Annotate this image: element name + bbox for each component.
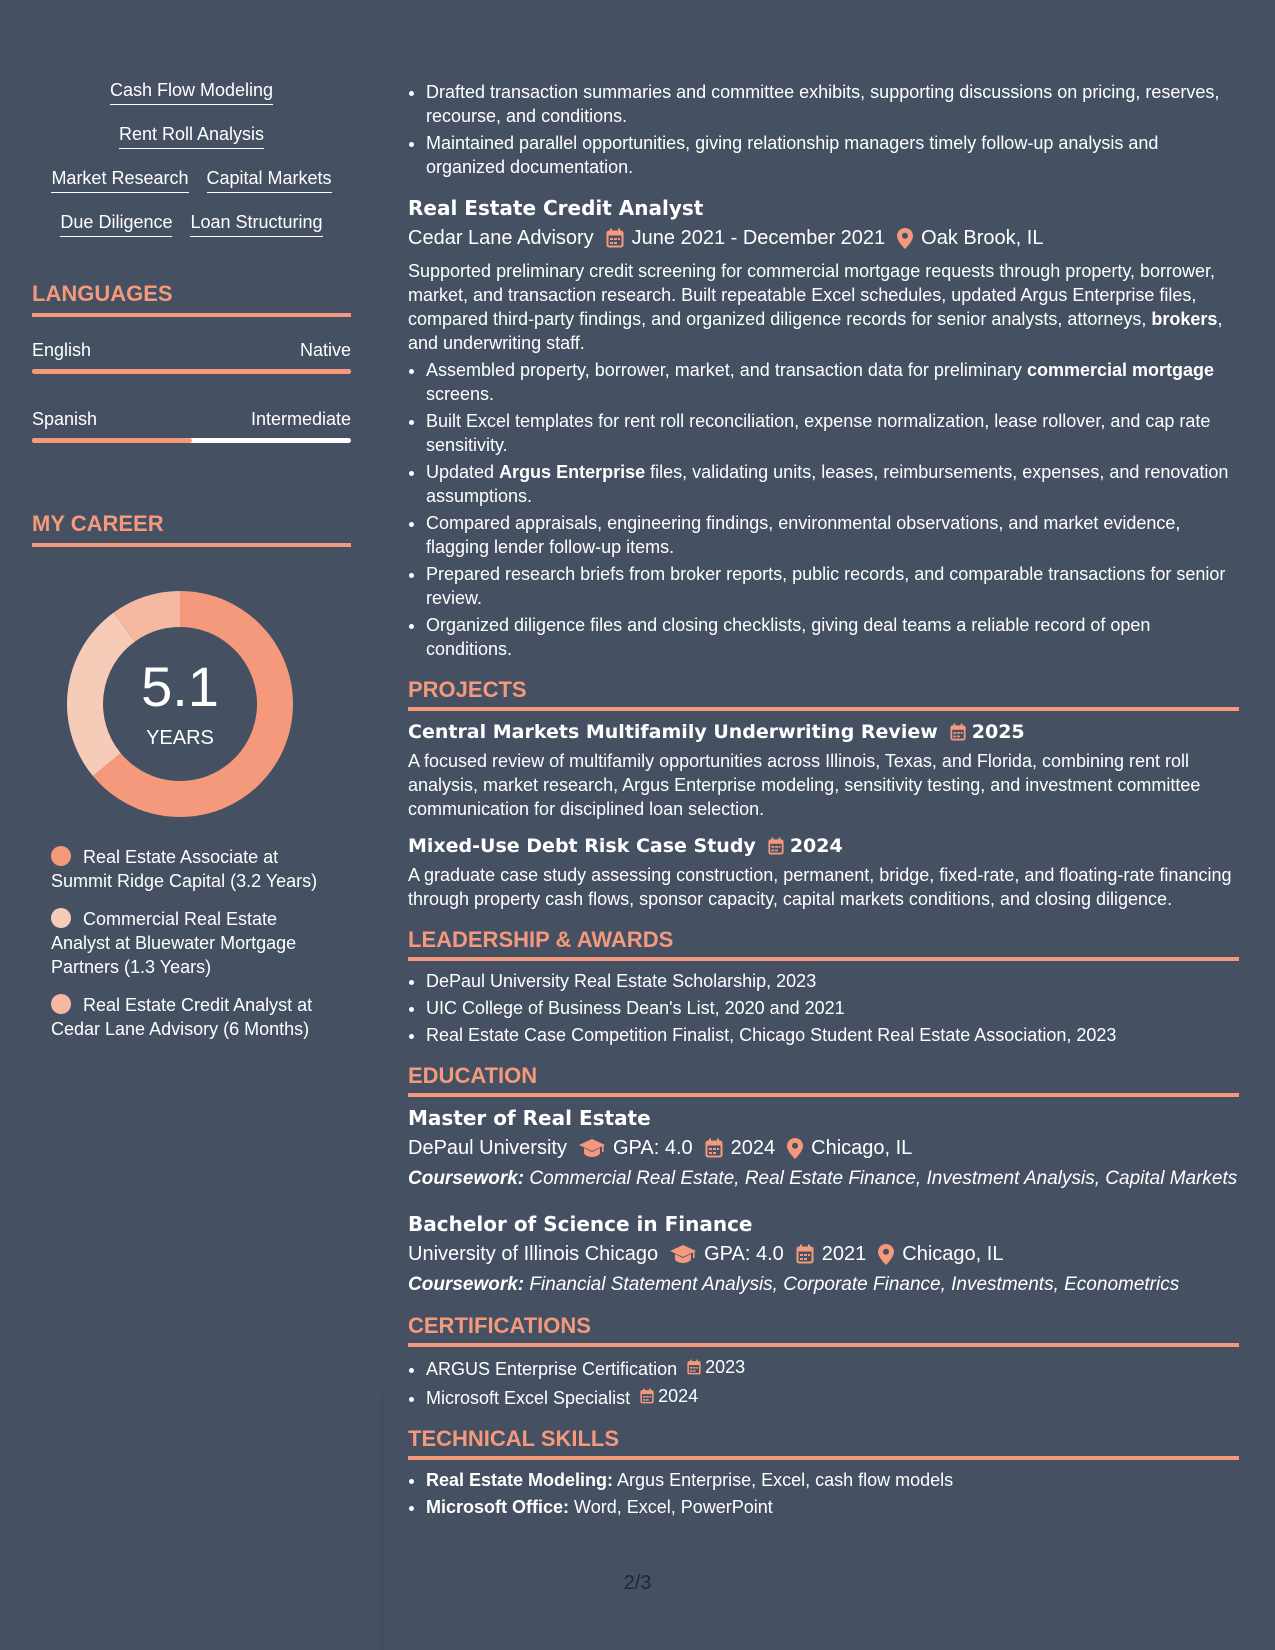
technical-skills-heading: TECHNICAL SKILLS: [408, 1426, 1239, 1460]
project-title: Mixed-Use Debt Risk Case Study: [408, 835, 756, 857]
certification-year: 2024: [658, 1386, 699, 1406]
calendar-icon: [640, 1388, 654, 1404]
text-run: , and underwriting staff.: [408, 309, 1223, 353]
bullet-item: [426, 613, 1239, 661]
map-pin-icon: [897, 228, 913, 249]
coursework-label: Coursework:: [408, 1274, 525, 1295]
bullet-item: [426, 460, 1239, 508]
project-description: A graduate case study assessing construction, permanent, bridge, fixed-rate, and floating-rate financing through property cash flows, sponsor capacity, capital markets conditions, and closing diligence.: [408, 865, 1232, 909]
career-total-years: 5.1: [141, 655, 219, 718]
skill-tag-link[interactable]: Loan Structuring: [190, 212, 322, 237]
education-coursework: [408, 1273, 1239, 1297]
career-legend-label: Commercial Real Estate Analyst at Bluewater Mortgage Partners (1.3 Years): [51, 909, 297, 977]
language-item: [32, 339, 351, 374]
text-run: Supported preliminary credit screening for commercial mortgage requests through property, borrower, market, and transaction research. Built repeatable Excel schedules, updated Argus Enterprise files, compared third-party findings, and organized diligence records for senior analysts, attorneys,: [408, 261, 1216, 329]
skill-tag-link[interactable]: Market Research: [51, 168, 188, 193]
graduation-cap-icon: [670, 1245, 696, 1263]
bullet-item: [426, 562, 1239, 610]
coursework-text: Financial Statement Analysis, Corporate Finance, Investments, Econometrics: [529, 1274, 1180, 1295]
bullet-item: • Maintained parallel opportunities, giving relationship managers timely follow-up analysis and organized documentation.: [426, 131, 1239, 179]
legend-dot: [51, 846, 71, 866]
sidebar: [32, 80, 351, 1055]
bullet-item: • Drafted transaction summaries and committee exhibits, supporting discussions on pricing, reserves, recourse, and conditions.: [426, 80, 1239, 128]
text-run: Organized diligence files and closing checklists, giving deal teams a reliable record of open conditions.: [426, 615, 1151, 659]
career-legend-label: Real Estate Associate at Summit Ridge Capital (3.2 Years): [51, 847, 318, 891]
job-location: Oak Brook, IL: [921, 227, 1044, 249]
job-company: Cedar Lane Advisory: [408, 227, 594, 249]
calendar-icon: [768, 837, 784, 855]
career-legend-item: [51, 907, 331, 979]
skills-row: [32, 212, 351, 237]
project-title: Central Markets Multifamily Underwriting Review: [408, 721, 938, 743]
certifications-heading: CERTIFICATIONS: [408, 1313, 1239, 1347]
text-run: Built Excel templates for rent roll reconciliation, expense normalization, lease rollover, and cap rate sensitivity.: [426, 411, 1211, 455]
map-pin-icon: [787, 1138, 803, 1159]
education-heading: EDUCATION: [408, 1063, 1239, 1097]
certifications-list: [408, 1355, 1239, 1410]
education-list: [408, 1105, 1239, 1297]
language-name: English: [32, 340, 92, 360]
job-bullets: [408, 358, 1239, 661]
education-year: 2021: [821, 1243, 867, 1265]
graduation-cap-icon: [579, 1139, 605, 1157]
career-legend-item: [51, 845, 331, 893]
education-meta: [408, 1241, 1239, 1267]
project-item: [408, 719, 1239, 821]
calendar-icon: [950, 723, 966, 741]
job-meta: [408, 225, 1239, 251]
previous-job-bullets: [408, 80, 1239, 179]
education-gpa: GPA: 4.0: [704, 1243, 784, 1265]
technical-skill-item: [426, 1468, 1239, 1492]
education-gpa: GPA: 4.0: [612, 1137, 693, 1159]
map-pin-icon: [878, 1244, 894, 1265]
text-run: Assembled property, borrower, market, and transaction data for preliminary: [426, 360, 1027, 380]
skills-row: [32, 168, 351, 193]
certification-name: Microsoft Excel Specialist: [426, 1388, 631, 1408]
project-title-row: [408, 833, 1239, 859]
certification-item: [426, 1355, 1239, 1381]
language-name: Spanish: [32, 409, 98, 429]
text-run: Prepared research briefs from broker reports, public records, and comparable transactions for senior review.: [426, 564, 1226, 608]
job-title: Real Estate Credit Analyst: [408, 196, 704, 220]
career-section: [32, 511, 351, 1041]
technical-skill-label: Microsoft Office:: [426, 1497, 570, 1517]
bold-text: brokers: [1151, 309, 1218, 329]
education-coursework: [408, 1167, 1239, 1191]
project-description: A focused review of multifamily opportunities across Illinois, Texas, and Florida, combining rent roll analysis, market research, Argus Enterprise modeling, sensitivity testing, and investment committee communication for disciplined loan selection.: [408, 751, 1201, 819]
text-run: files, validating units, leases, reimbursements, expenses, and renovation assumptions.: [426, 462, 1229, 506]
awards-list: [408, 969, 1239, 1047]
calendar-icon: [796, 1244, 814, 1264]
language-level-bar-fill: [32, 438, 192, 443]
technical-skill-label: Real Estate Modeling:: [426, 1470, 614, 1490]
job-summary: [408, 259, 1239, 355]
career-total-unit: YEARS: [146, 727, 214, 749]
education-meta: [408, 1135, 1239, 1161]
main-column: [408, 80, 1239, 1522]
education-school: University of Illinois Chicago: [408, 1243, 659, 1265]
job-dates: June 2021 - December 2021: [631, 227, 886, 249]
skills-tags: [32, 80, 351, 237]
legend-dot: [51, 994, 71, 1014]
languages-heading: LANGUAGES: [32, 281, 351, 317]
bullet-item: [426, 409, 1239, 457]
project-year: 2025: [971, 721, 1025, 743]
certification-date: [687, 1355, 745, 1379]
bold-text: Argus Enterprise: [499, 462, 646, 482]
skill-tag-link[interactable]: Cash Flow Modeling: [110, 80, 273, 105]
career-legend-item: [51, 993, 331, 1041]
coursework-text: Commercial Real Estate, Real Estate Finance, Investment Analysis, Capital Markets: [529, 1168, 1238, 1189]
bullet-item: [426, 511, 1239, 559]
career-legend: [32, 845, 331, 1041]
technical-skill-item: [426, 1495, 1239, 1519]
bold-text: commercial mortgage: [1026, 360, 1215, 380]
projects-heading: PROJECTS: [408, 677, 1239, 711]
language-level: Native: [299, 340, 351, 360]
education-location: Chicago, IL: [811, 1137, 913, 1159]
education-school: DePaul University: [408, 1137, 567, 1159]
language-level-bar: [32, 438, 351, 443]
bullet-item: [426, 358, 1239, 406]
page-number: 2/3: [623, 1572, 652, 1594]
calendar-icon: [705, 1138, 723, 1158]
technical-skills-list: [408, 1468, 1239, 1519]
education-year: 2024: [730, 1137, 776, 1159]
text-run: screens.: [426, 384, 495, 404]
award-item: • DePaul University Real Estate Scholarship, 2023: [426, 969, 1239, 993]
skills-row: [32, 124, 351, 149]
technical-skill-value: Argus Enterprise, Excel, cash flow models: [617, 1470, 954, 1490]
career-heading: MY CAREER: [32, 511, 351, 547]
education-item: [408, 1105, 1239, 1191]
award-item: • Real Estate Case Competition Finalist, Chicago Student Real Estate Association, 2023: [426, 1023, 1239, 1047]
award-item: • UIC College of Business Dean's List, 2020 and 2021: [426, 996, 1239, 1020]
certification-date: [640, 1384, 698, 1408]
certification-year: 2023: [705, 1357, 746, 1377]
skills-row: [32, 80, 351, 105]
calendar-icon: [606, 228, 624, 248]
education-degree: Bachelor of Science in Finance: [408, 1212, 753, 1236]
text-run: Updated: [426, 462, 500, 482]
projects-list: [408, 719, 1239, 911]
certification-name: ARGUS Enterprise Certification: [426, 1359, 678, 1379]
education-item: [408, 1211, 1239, 1297]
text-run: Compared appraisals, engineering findings, environmental observations, and market evidence, flagging lender follow-up items.: [426, 513, 1181, 557]
languages-section: [32, 281, 351, 443]
career-legend-label: Real Estate Credit Analyst at Cedar Lane Advisory (6 Months): [51, 995, 313, 1039]
skill-tag-link[interactable]: Capital Markets: [207, 168, 332, 193]
career-donut-chart: [65, 589, 295, 819]
language-level-bar-fill: [32, 369, 351, 374]
language-level-bar: [32, 369, 351, 374]
coursework-label: Coursework:: [408, 1168, 525, 1189]
project-year: 2024: [789, 835, 843, 857]
project-item: [408, 833, 1239, 911]
project-title-row: [408, 719, 1239, 745]
legend-dot: [51, 908, 71, 928]
skill-tag-link[interactable]: Rent Roll Analysis: [119, 124, 264, 149]
technical-skill-value: Word, Excel, PowerPoint: [574, 1497, 773, 1517]
language-level: Intermediate: [250, 409, 351, 429]
education-location: Chicago, IL: [902, 1243, 1004, 1265]
column-divider: [382, 1395, 383, 1650]
certification-item: [426, 1384, 1239, 1410]
skill-tag-link[interactable]: Due Diligence: [60, 212, 172, 237]
awards-heading: LEADERSHIP & AWARDS: [408, 927, 1239, 961]
language-item: [32, 408, 351, 443]
calendar-icon: [687, 1359, 701, 1375]
education-degree: Master of Real Estate: [408, 1106, 651, 1130]
